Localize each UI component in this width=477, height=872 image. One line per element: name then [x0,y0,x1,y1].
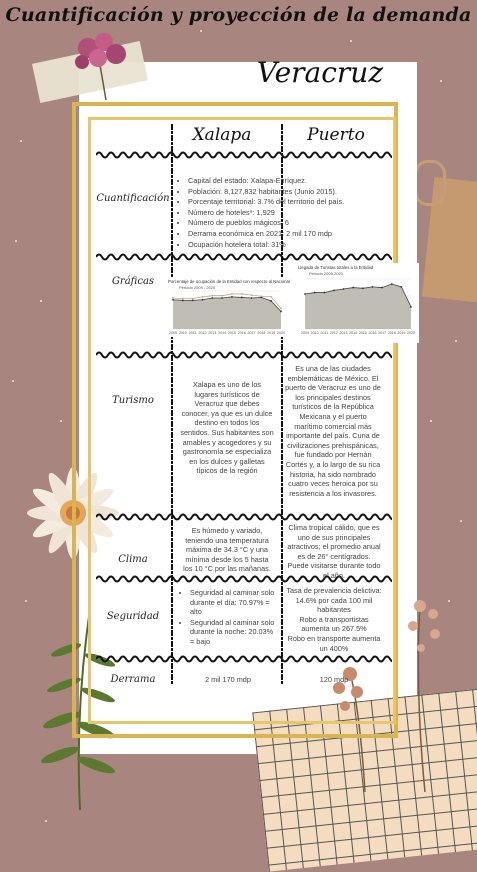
x-tick-label: 2018 [257,331,266,335]
list-item: • Ocupación hotelera total: 31% [188,240,378,250]
data-point [280,311,282,313]
x-tick-label: 2016 [368,331,377,335]
x-tick-label: 2014 [349,331,358,335]
column-header-puerto: Puerto [307,125,365,145]
column-divider-left [170,124,174,684]
chart-llegada-title: Llegada de Turistas totales a la Entidad [298,265,374,270]
clima-puerto-text: Clima tropical cálido, que es uno de sus principales atractivos; el promedio anual es de 26° centígrados. Puede visitarse durante todo el año. [287,523,381,580]
x-tick-label: 2011 [188,331,197,335]
wave-separator-seguridad [96,654,392,664]
chart-ocupacion [165,277,290,337]
list-item: Robo a transportistas aumenta un 267.5% [299,614,369,634]
list-item: Tasa de prevalencia delictiva: 14.6% por cada 100 mil habitantes [286,586,382,615]
list-item: • Porcentaje territorial: 3.7% del territorio del país. [188,197,378,207]
data-point [270,300,272,302]
list-item: • Población: 8,127,832 habitantes (Junio 2015). [188,187,378,197]
x-tick-label: 2020 [407,331,415,335]
column-header-xalapa: Xalapa [192,125,252,145]
data-point [231,296,233,298]
x-tick-label: 2018 [387,331,396,335]
cuantificacion-cell [178,176,378,250]
data-point [231,293,233,295]
data-point [202,299,204,301]
x-tick-label: 2013 [339,331,348,335]
data-point [270,296,272,298]
wave-separator-header [96,150,392,160]
data-point [251,294,253,296]
page-heading: Veracruz [256,56,384,89]
x-tick-label: 2019 [397,331,406,335]
series-area [305,284,411,329]
row-label-turismo: Turismo [112,395,154,406]
main-title: Cuantificación y proyección de la demanda [5,4,472,26]
row-label-derrama: Derrama [110,674,156,685]
data-point [221,295,223,297]
row-label-seguridad: Seguridad [106,611,160,622]
list-item: • Capital del estado: Xalapa-Enríquez. [188,176,378,186]
flower-top-decoration [60,30,140,100]
data-point [172,299,174,301]
data-point [333,290,335,292]
data-point [362,287,364,289]
data-point [221,297,223,299]
data-point [211,297,213,299]
chart-ocupacion-plot [165,277,286,337]
seguridad-xalapa-cell [180,588,276,648]
row-label-cuantificacion: Cuantificación [96,193,170,204]
x-tick-label: 2014 [218,331,227,335]
seguridad-xalapa-list [180,588,276,647]
data-point [192,299,194,301]
data-point [182,298,184,300]
seguridad-puerto-cell [286,586,382,653]
data-point [241,293,243,295]
data-point [381,287,383,289]
clima-xalapa-text: Es húmedo y variado, teniendo una temperatura máxima de 34.3 °C y una mínima desde los 5 hasta los 10 °C por las mañanas. [183,526,271,574]
derrama-xalapa-value: 2 mil 170 mdp [205,675,251,684]
chart-llegada-turistas [295,263,419,343]
data-point [400,286,402,288]
data-point [260,295,262,297]
wave-separator-cuantificacion [96,252,392,262]
x-tick-label: 2011 [320,331,329,335]
paperclip-decoration [414,160,446,206]
x-tick-label: 2016 [237,331,246,335]
x-tick-label: 2010 [310,331,319,335]
chart-ocupacion-title: Porcentaje de ocupación de la Entidad con respecto al Nacional [168,279,290,284]
x-tick-label: 2017 [247,331,256,335]
list-item: Robo en transporte aumenta un 400% [287,633,381,653]
x-tick-label: 2009 [169,331,177,335]
series-area [173,297,281,329]
data-point [211,295,213,297]
data-point [410,306,412,308]
turismo-puerto-text: Es una de las ciudades emblemáticas de México. El puerto de Veracruz es uno de los principales destinos turísticos de la República Mexicana y el puerto marítimo comercial más importante del país. Cuna de civilizaciones prehispánicas, fue fundado por Hernán Cortés y, a lo largo de su rica historia, ha sido nombrado cuatro veces heroica por su resistencia a los invasores. [285,364,381,498]
wave-separator-graficas [96,350,392,360]
x-tick-label: 2009 [301,331,309,335]
data-point [241,297,243,299]
data-point [182,299,184,301]
data-point [172,297,174,299]
data-point [251,297,253,299]
wave-separator-turismo [96,512,392,522]
list-item: • Número de hoteles*: 1,929 [188,208,378,218]
row-label-clima: Clima [118,554,148,565]
data-point [192,298,194,300]
derrama-puerto-value: 120 mdp [319,675,349,684]
cuantificacion-list [178,176,378,249]
list-item: • Número de pueblos mágicos: 6 [188,218,378,228]
data-point [323,292,325,294]
data-point [314,292,316,294]
data-point [280,308,282,310]
turismo-xalapa-text: Xalapa es uno de los lugares turísticos de Veracruz que debes conocer, ya que es un dulce destino en todos los sentidos. Sus habitantes son amables y acogedores y su gastronomía se especializa en los dulces y galletas típicos de la región [180,380,274,476]
x-tick-label: 2017 [378,331,387,335]
list-item: • Derrama económica en 2021: 2 mil 170 mdp [188,229,378,239]
x-tick-label: 2020 [277,331,285,335]
chart-ocupacion-subtitle: Periodo 2009 - 2020 [179,285,216,290]
list-item: • Seguridad al caminar solo durante el día: 70.97% = alto [190,588,276,617]
x-tick-label: 2015 [358,331,367,335]
data-point [343,288,345,290]
x-tick-label: 2010 [178,331,187,335]
data-point [372,286,374,288]
x-tick-label: 2013 [208,331,217,335]
list-item: • Seguridad al caminar solo durante la noche: 20.03% = bajo [190,618,276,647]
x-tick-label: 2019 [267,331,276,335]
row-label-graficas: Gráficas [111,276,155,287]
x-tick-label: 2012 [329,331,338,335]
data-point [202,296,204,298]
data-point [391,283,393,285]
chart-llegada-subtitle: Periodo 2009-2020 [309,271,344,276]
seguridad-puerto-list [286,586,382,653]
chart-llegada-plot [295,263,419,343]
x-tick-label: 2015 [227,331,236,335]
data-point [352,287,354,289]
x-tick-label: 2012 [198,331,207,335]
data-point [304,293,306,295]
